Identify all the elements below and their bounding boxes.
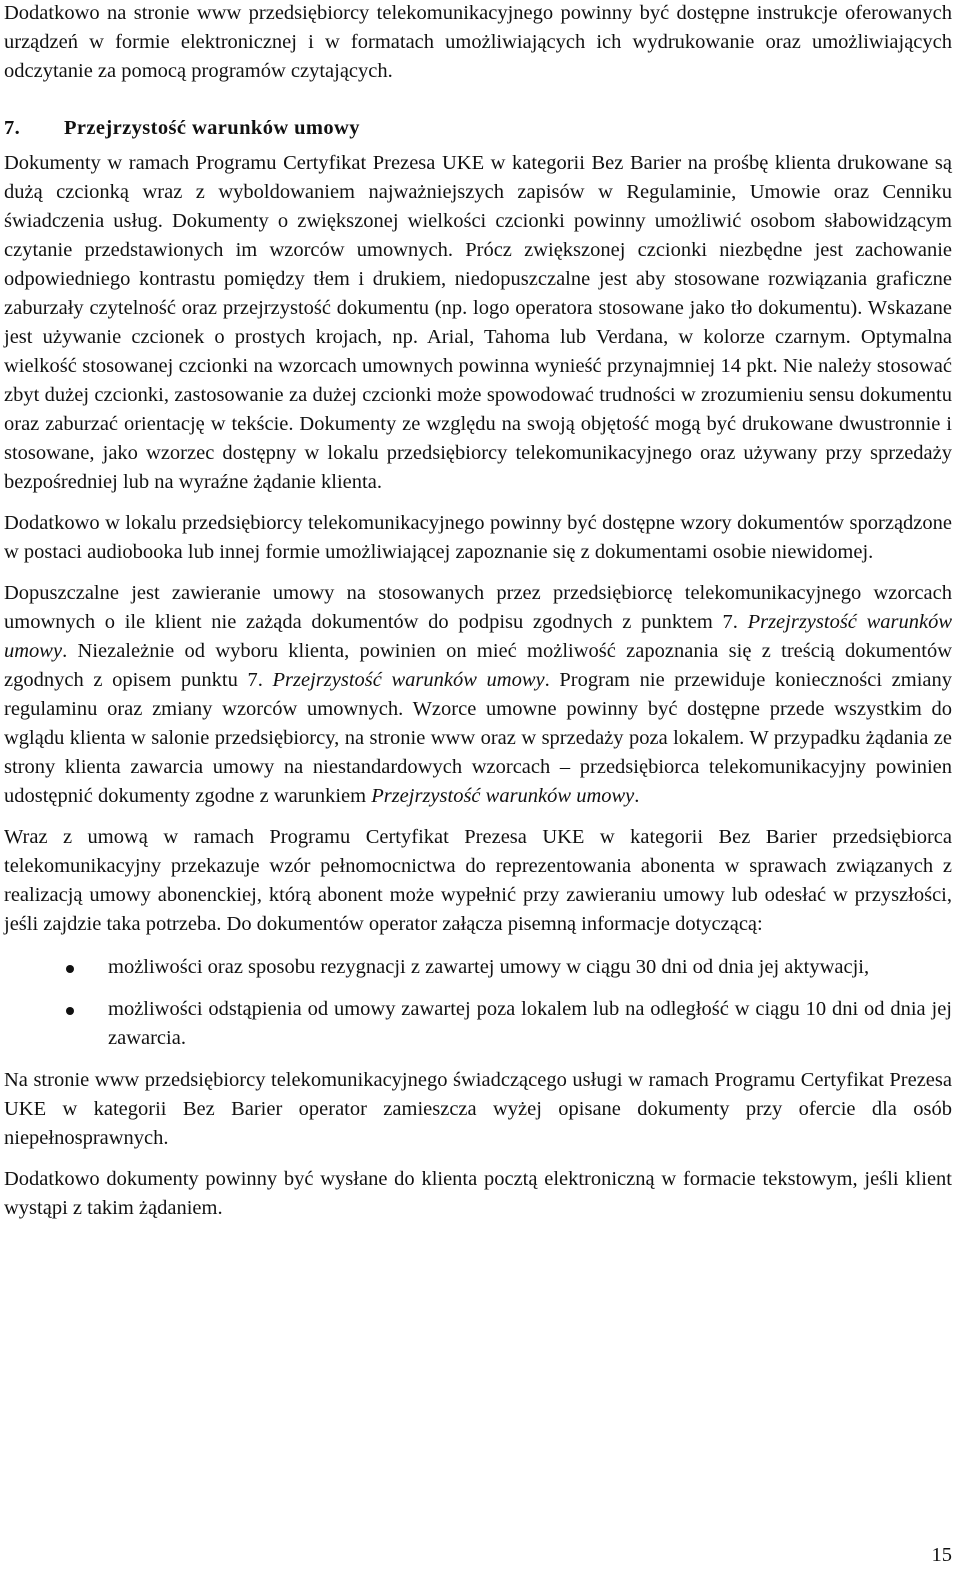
intro-paragraph: Dodatkowo na stronie www przedsiębiorcy telekomunikacyjnego powinny być dostępne instrukcje oferowanych urządzeń w formie elektronicznej i w formatach umożliwiających ich wydrukowanie oraz umożliwiających odczytanie za pomocą programów czytających. [4,2,952,82]
paragraph-power-of-attorney: Wraz z umową w ramach Programu Certyfikat Prezesa UKE w kategorii Bez Barier przedsiębiorca telekomunikacyjny przekazuje wzór pełnomocnictwa do reprezentowania abonenta w sprawach związanych z realizacją umowy abonenckiej, którą abonent może wypełnić przy zawieraniu umowy lub odesłać w przyszłości, jeśli zajdzie taka potrzeba. Do dokumentów operator załącza pisemną informacje dotyczącą: [4,826,952,935]
paragraph-contract-templates [4,579,952,811]
bullet-icon [66,965,74,973]
section-reference: Przejrzystość warunków umowy [371,785,635,807]
list-item [4,995,952,1053]
list-item-text: możliwości odstąpienia od umowy zawartej poza lokalem lub na odległość w ciągu 10 dni od dnia jej zawarcia. [108,998,952,1049]
paragraph-website-documents: Na stronie www przedsiębiorcy telekomunikacyjnego świadczącego usługi w ramach Programu Certyfikat Prezesa UKE w kategorii Bez Barier operator zamieszcza wyżej opisane dokumenty przy ofercie dla osób niepełnosprawnych. [4,1069,952,1149]
paragraph-text: Dopuszczalne jest zawieranie umowy na stosowanych przez przedsiębiorcę telekomunikacyjnego wzorcach umownych o ile klient nie zażąda dokumentów do podpisu zgodnych z punktem 7. [4,582,952,633]
document-page [4,0,952,1223]
paragraph-text: . Niezależnie od wyboru klienta, powinien on mieć możliwość zapoznania się z treścią dokumentów zgodnych z opisem punktu 7. [4,640,952,691]
paragraph-audiobook: Dodatkowo w lokalu przedsiębiorcy telekomunikacyjnego powinny być dostępne wzory dokumentów sporządzone w postaci audiobooka lub innej formie umożliwiającej zapoznanie się z dokumentami osobie niewidomej. [4,512,952,563]
section-reference: Przejrzystość warunków umowy [4,611,952,662]
paragraph-text: . Program nie przewiduje konieczności zmiany regulaminu oraz zmiany wzorców umownych. Wzorce umowne powinny być dostępne przede wszystkim do wglądu klienta w salonie przedsiębiorcy, na stronie www oraz w sprzedaży poza lokalem. W przypadku żądania ze strony klienta zawarcia umowy na niestandardowych wzorcach – przedsiębiorca telekomunikacyjny powinien udostępnić dokumenty zgodne z warunkiem [4,669,952,807]
bullet-list [4,953,952,1053]
page-number: 15 [931,1544,952,1566]
list-item-text: możliwości oraz sposobu rezygnacji z zawartej umowy w ciągu 30 dni od dnia jej aktywacji, [108,956,870,978]
paragraph-text: . [634,785,640,807]
list-item [4,953,952,982]
section-title: Przejrzystość warunków umowy [64,117,360,139]
bullet-icon [66,1007,74,1015]
paragraph-large-print: Dokumenty w ramach Programu Certyfikat Prezesa UKE w kategorii Bez Barier na prośbę klienta drukowane są dużą czcionką wraz z wyboldowaniem najważniejszych zapisów w Regulaminie, Umowie oraz Cenniku świadczenia usług. Dokumenty o zwiększonej wielkości czcionki powinny umożliwić osobom słabowidzącym czytanie przedstawionych im wzorców umownych. Prócz zwiększonej czcionki niezbędne jest zachowanie odpowiedniego kontrastu pomiędzy tłem i drukiem, niedopuszczalne jest aby stosowane rozwiązania graficzne zaburzały czytelność oraz przejrzystość dokumentu (np. logo operatora stosowane jako tło dokumentu). Wskazane jest używanie czcionek o prostych krojach, np. Arial, Tahoma lub Verdana, w kolorze czarnym. Optymalna wielkość stosowanej czcionki na wzorcach umownych powinna wynieść przynajmniej 14 pkt. Nie należy stosować zbyt dużej czcionki, zastosowanie za dużej czcionki może spowodować trudności w zrozumieniu sensu dokumentu oraz zaburzać orientację w tekście. Dokumenty ze względu na swoją objętość mogą być drukowane dwustronnie i stosowane, jako wzorzec dostępny w lokalu przedsiębiorcy telekomunikacyjnego oraz używany przy sprzedaży bezpośredniej lub na wyraźne żądanie klienta. [4,152,952,493]
section-heading [4,114,952,143]
paragraph-email-documents: Dodatkowo dokumenty powinny być wysłane do klienta pocztą elektroniczną w formacie tekstowym, jeśli klient wystąpi z takim żądaniem. [4,1168,952,1219]
section-reference: Przejrzystość warunków umowy [272,669,545,691]
section-number: 7. [4,117,21,139]
